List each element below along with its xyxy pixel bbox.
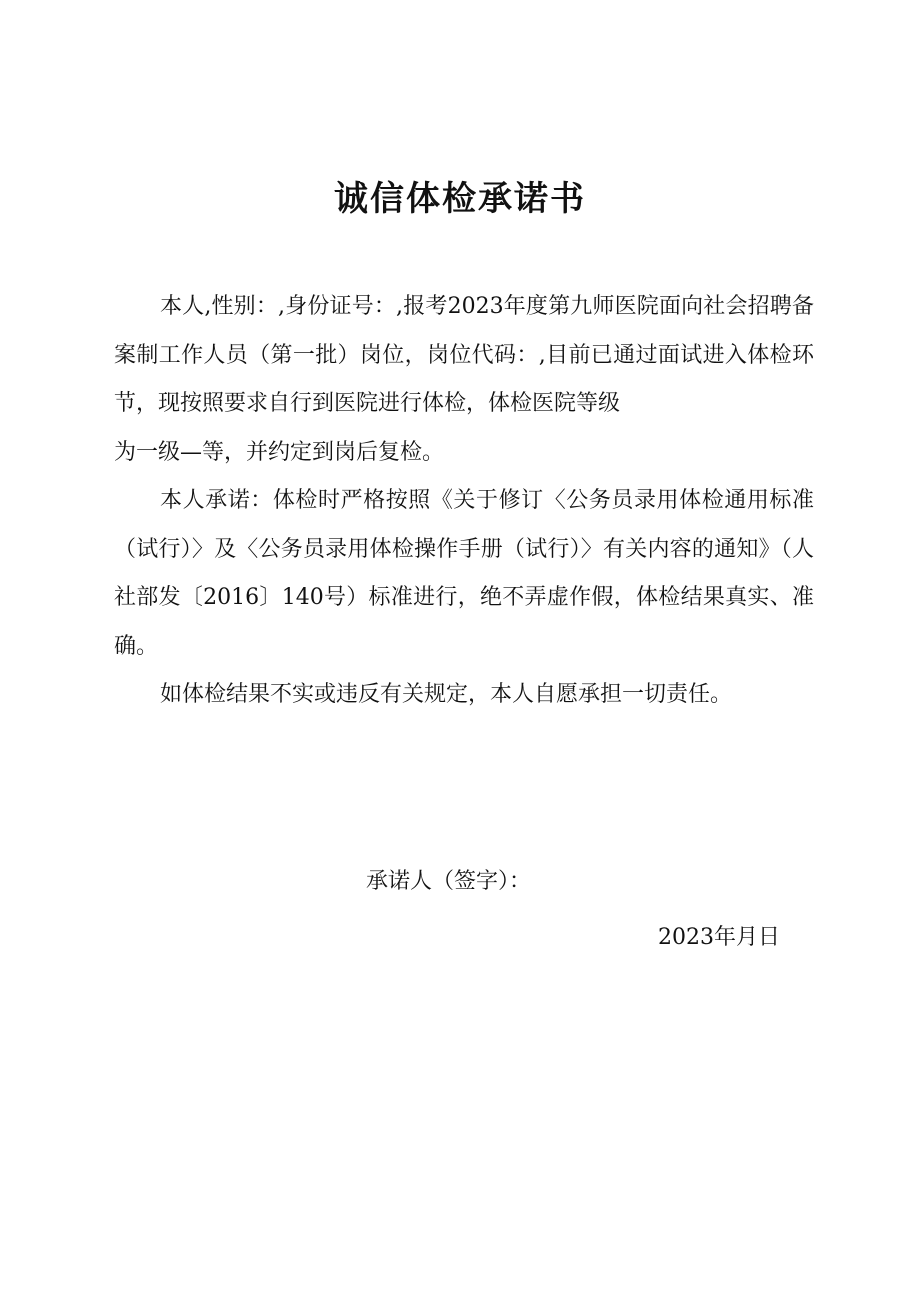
signature-label: 承诺人（签字）： bbox=[366, 869, 532, 894]
document-title: 诚信体检承诺书 bbox=[334, 179, 586, 219]
commitment-body bbox=[114, 283, 814, 720]
paragraph-hospital-level: 为一级—等，并约定到岗后复检。 bbox=[114, 439, 445, 465]
paragraph-responsibility: 如体检结果不实或违反有关规定，本人自愿承担一切责任。 bbox=[160, 682, 733, 707]
paragraph-applicant-info: 本人,性别：,身份证号：,报考2023年度第九师医院面向社会招聘备案制工作人员（第一批）岗位，岗位代码：,目前已通过面试进入体检环节，现按照要求自行到医院进行体检，体检医院等级 bbox=[114, 294, 814, 416]
paragraph-commitment: 本人承诺：体检时严格按照《关于修订〈公务员录用体检通用标准（试行）〉及〈公务员录用体检操作手册（试行）〉有关内容的通知》（人社部发〔2016〕140号）标准进行，绝不弄虚作假，体检结果真实、准确。 bbox=[114, 488, 814, 659]
date-line: 2023年月日 bbox=[658, 925, 780, 950]
